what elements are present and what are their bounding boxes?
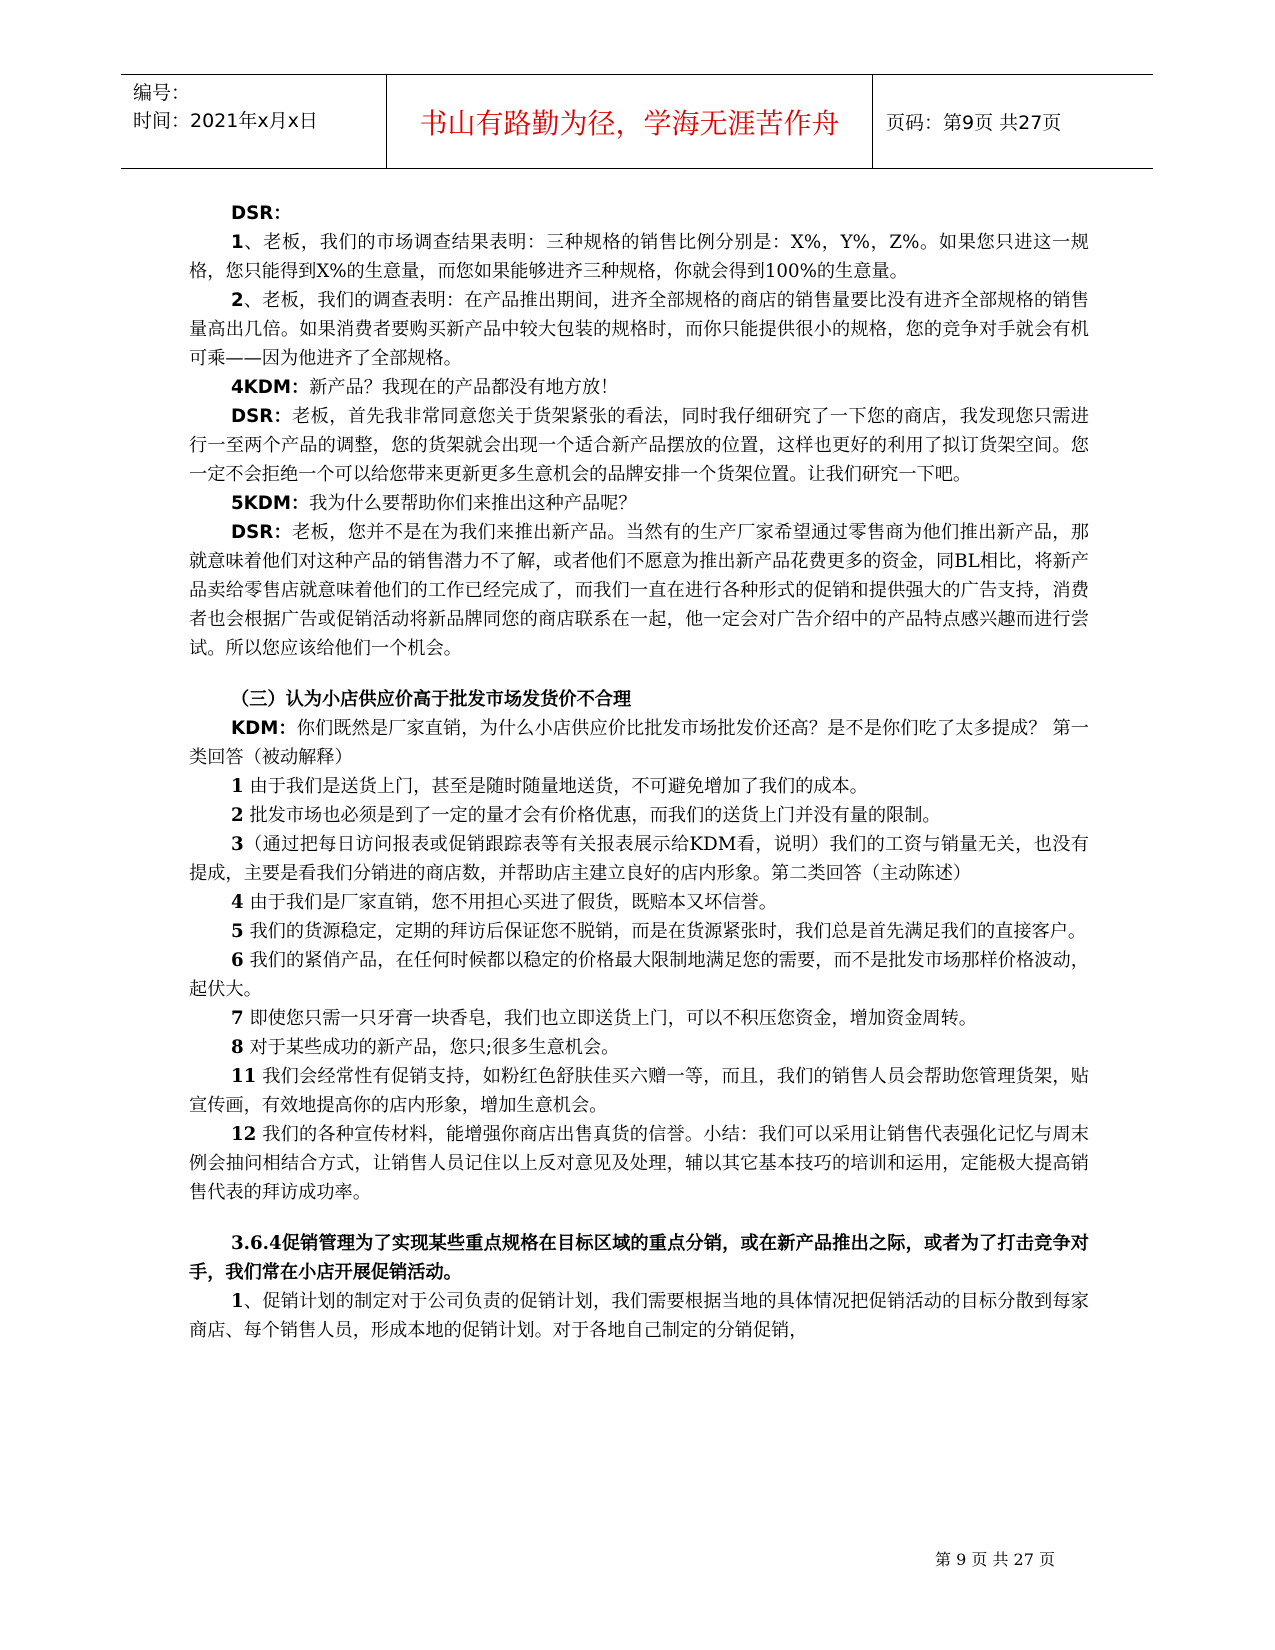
paragraph: 12 我们的各种宣传材料，能增强你商店出售真货的信誉。小结：我们可以采用让销售代表强化记忆与周末例会抽问相结合方式，让销售人员记住以上反对意见及处理，辅以其它基本技巧的培训和运用，定能极大提高销售代表的拜访成功率。 [189,1124,1089,1203]
paragraph: 2 批发市场也必须是到了一定的量才会有价格优惠，而我们的送货上门并没有量的限制。 [231,805,941,826]
paragraph: 5 我们的货源稳定，定期的拜访后保证您不脱销，而是在货源紧张时，我们总是首先满足我们的直接客户。 [231,921,1087,942]
paragraph: DSR：老板，您并不是在为我们来推出新产品。当然有的生产厂家希望通过零售商为他们推出新产品，那就意味着他们对这种产品的销售潜力不了解，或者他们不愿意为推出新产品花费更多的资金，同BL相比，将新产品卖给零售店就意味着他们的工作已经完成了，而我们一直在进行各种形式的促销和提供强大的广告支持，消费者也会根据广告或促销活动将新品牌同您的商店联系在一起，他一定会对广告介绍中的产品特点感兴趣而进行尝试。所以您应该给他们一个机会。 [189,522,1089,659]
paragraph: DSR：老板，首先我非常同意您关于货架紧张的看法，同时我仔细研究了一下您的商店，我发现您只需进行一至两个产品的调整，您的货架就会出现一个适合新产品摆放的位置，这样也更好的利用了拟订货架空间。您一定不会拒绝一个可以给您带来更新更多生意机会的品牌安排一个货架位置。让我们研究一下吧。 [189,406,1089,485]
paragraph: 8 对于某些成功的新产品，您只;很多生意机会。 [231,1037,620,1058]
section-heading: （三）认为小店供应价高于批发市场发货价不合理 [231,689,632,710]
paragraph: 1 由于我们是送货上门，甚至是随时随量地送货，不可避免增加了我们的成本。 [231,776,868,797]
doc-time-label: 时间：2021年x月x日 [133,110,318,132]
doc-number-label: 编号： [133,82,191,104]
paragraph: 3（通过把每日访问报表或促销跟踪表等有关报表展示给KDM看，说明）我们的工资与销量无关，也没有提成，主要是看我们分销进的商店数，并帮助店主建立良好的店内形象。第二类回答（主动陈述） [189,834,1089,884]
header-meta [121,75,386,168]
paragraph: 11 我们会经常性有促销支持，如粉红色舒肤佳买六赠一等，而且，我们的销售人员会帮助您管理货架，贴宣传画，有效地提高你的店内形象，增加生意机会。 [189,1066,1089,1116]
paragraph: 7 即使您只需一只牙膏一块香皂，我们也立即送货上门，可以不积压您资金，增加资金周转。 [231,1008,977,1029]
paragraph: 2、老板，我们的调查表明：在产品推出期间，进齐全部规格的商店的销售量要比没有进齐全部规格的销售量高出几倍。如果消费者要购买新产品中较大包装的规格时，而你只能提供很小的规格，您的竞争对手就会有机可乘——因为他进齐了全部规格。 [189,290,1089,369]
paragraph: 4KDM：新产品？我现在的产品都没有地方放！ [231,377,619,398]
section-heading: 3.6.4促销管理为了实现某些重点规格在目标区域的重点分销，或在新产品推出之际，或者为了打击竞争对手，我们常在小店开展促销活动。 [189,1233,1089,1283]
paragraph: KDM：你们既然是厂家直销，为什么小店供应价比批发市场批发价还高？是不是你们吃了太多提成？ 第一类回答（被动解释） [189,718,1089,768]
header-page-info: 页码：第9页 共27页 [886,112,1062,134]
paragraph: 1、老板，我们的市场调查结果表明：三种规格的销售比例分别是：X%，Y%，Z%。如果您只进这一规格，您只能得到X%的生意量，而您如果能够进齐三种规格，你就会得到100%的生意量。 [189,232,1089,282]
document-body [189,199,1089,1345]
paragraph: 4 由于我们是厂家直销，您不用担心买进了假货，既赔本又坏信誉。 [231,892,777,913]
page-header [121,74,1153,169]
paragraph: DSR： [231,203,292,224]
paragraph: 6 我们的紧俏产品，在任何时候都以稳定的价格最大限制地满足您的需要，而不是批发市场那样价格波动，起伏大。 [189,950,1089,1000]
header-motto: 书山有路勤为径，学海无涯苦作舟 [386,75,873,168]
paragraph: 1、促销计划的制定对于公司负责的促销计划，我们需要根据当地的具体情况把促销活动的目标分散到每家商店、每个销售人员，形成本地的促销计划。对于各地自己制定的分销促销， [189,1291,1089,1341]
page-footer: 第 9 页 共 27 页 [935,1550,1055,1569]
paragraph: 5KDM：我为什么要帮助你们来推出这种产品呢？ [231,493,637,514]
